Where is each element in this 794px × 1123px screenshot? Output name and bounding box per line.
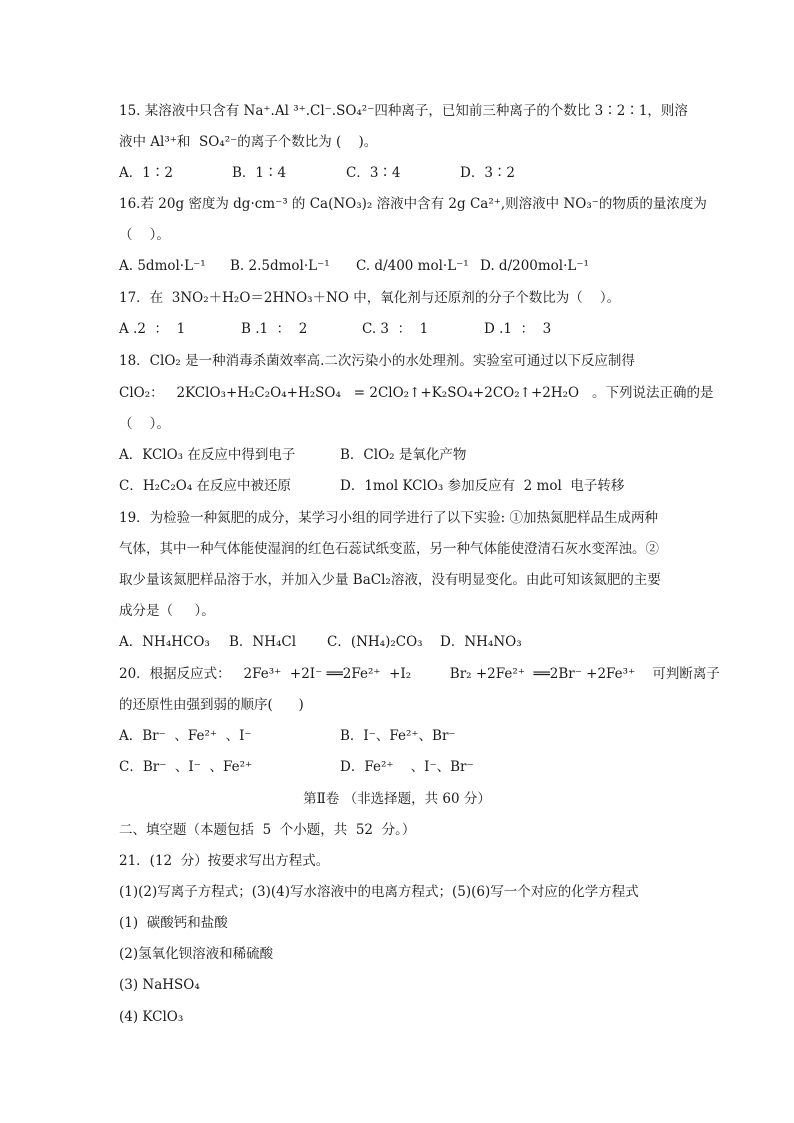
q17-line1: 17．在 3NO₂＋H₂O＝2HNO₃＋NO 中，氧化剂与还原剂的分子个数比为（ ）。 bbox=[119, 290, 621, 306]
q16-line2: （ ）。 bbox=[119, 227, 170, 243]
q21-item-3: (3) NaHSO₄ bbox=[119, 977, 200, 993]
q17-option-c: C. 3 ： 1 bbox=[362, 321, 429, 337]
q17-option-a: A .2 ： 1 bbox=[119, 321, 186, 337]
q16-option-a: A. 5dmol·L⁻¹ bbox=[119, 258, 206, 274]
q19-line4: 成分是（ ）。 bbox=[119, 603, 215, 619]
q15-line1: 15. 某溶液中只含有 Na⁺.Al ³⁺.Cl⁻.SO₄²⁻四种离子，已知前三种离子的个数比 3∶2∶1，则溶 bbox=[119, 103, 688, 119]
q19-line2: 气体，其中一种气体能使湿润的红色石蕊试纸变蓝，另一种气体能使澄清石灰水变浑浊。② bbox=[119, 541, 659, 557]
q18-line3: （ ）。 bbox=[119, 416, 170, 432]
fill-section-heading: 二、填空题（本题包括 5 个小题，共 52 分。） bbox=[119, 822, 416, 838]
q15-option-a: A．1∶2 bbox=[119, 165, 173, 181]
q16-option-c: C. d/400 mol·L⁻¹ bbox=[356, 258, 469, 274]
q19-option-d: D．NH₄NO₃ bbox=[440, 634, 522, 650]
q16-option-b: B. 2.5dmol·L⁻¹ bbox=[230, 258, 330, 274]
q19-option-a: A．NH₄HCO₃ bbox=[119, 634, 210, 650]
q16-option-d: D. d/200mol·L⁻¹ bbox=[480, 258, 589, 274]
section-title: 第Ⅱ卷 （非选择题，共 60 分） bbox=[303, 791, 491, 807]
q21-item-4: (4) KClO₃ bbox=[119, 1009, 184, 1025]
q20-option-b: B．I⁻、Fe²⁺、Br⁻ bbox=[340, 728, 456, 744]
q20-option-a: A．Br⁻ 、Fe²⁺ 、I⁻ bbox=[119, 728, 252, 744]
q15-line2: 液中 Al³⁺和 SO₄²⁻的离子个数比为 ( )。 bbox=[119, 134, 378, 150]
q21-line1: 21．(12 分）按要求写出方程式。 bbox=[119, 853, 330, 869]
q17-option-d: D .1 ： 3 bbox=[484, 321, 552, 337]
q18-line2: ClO₂： 2KClO₃+H₂C₂O₄+H₂SO₄ = 2ClO₂↑+K₂SO₄+2CO₂↑+2H₂O 。下列说法正确的是 bbox=[119, 385, 714, 401]
q17-option-b: B .1 ： 2 bbox=[241, 321, 308, 337]
q19-line1: 19．为检验一种氮肥的成分，某学习小组的同学进行了以下实验: ①加热氮肥样品生成两种 bbox=[119, 510, 659, 526]
q20-line1: 20．根据反应式： 2Fe³⁺ +2I⁻ ══2Fe²⁺ +I₂ Br₂ +2Fe²⁺ ══2Br⁻ +2Fe³⁺ 可判断离子 bbox=[119, 666, 720, 682]
q20-line2: 的还原性由强到弱的顺序( ) bbox=[119, 697, 304, 713]
q18-option-c: C．H₂C₂O₄ 在反应中被还原 bbox=[119, 478, 292, 494]
q20-option-d: D．Fe²⁺ 、I⁻、Br⁻ bbox=[340, 759, 474, 775]
q18-option-a: A．KClO₃ 在反应中得到电子 bbox=[119, 447, 296, 463]
q18-line1: 18．ClO₂ 是一种消毒杀菌效率高.二次污染小的水处理剂。实验室可通过以下反应制得 bbox=[119, 353, 635, 369]
q19-option-b: B．NH₄Cl bbox=[229, 634, 297, 650]
q21-line2: (1)(2)写离子方程式；(3)(4)写水溶液中的电离方程式；(5)(6)写一个对应的化学方程式 bbox=[119, 884, 639, 900]
q16-line1: 16.若 20g 密度为 dg·cm⁻³ 的 Ca(NO₃)₂ 溶液中含有 2g Ca²⁺,则溶液中 NO₃⁻的物质的量浓度为 bbox=[119, 196, 707, 212]
q19-option-c: C．(NH₄)₂CO₃ bbox=[327, 634, 423, 650]
q19-line3: 取少量该氮肥样品溶于水，并加入少量 BaCl₂溶液，没有明显变化。由此可知该氮肥的主要 bbox=[119, 572, 661, 588]
q20-option-c: C．Br⁻ 、I⁻ 、Fe²⁺ bbox=[119, 759, 253, 775]
q15-option-b: B．1∶4 bbox=[232, 165, 287, 181]
q18-option-d: D．1mol KClO₃ 参加反应有 2 mol 电子转移 bbox=[340, 478, 625, 494]
q21-item-1: (1) 碳酸钙和盐酸 bbox=[119, 915, 228, 931]
q15-option-d: D．3∶2 bbox=[460, 165, 516, 181]
q21-item-2: (2)氢氧化钡溶液和稀硫酸 bbox=[119, 946, 274, 962]
q15-option-c: C．3∶4 bbox=[346, 165, 401, 181]
q18-option-b: B．ClO₂ 是氧化产物 bbox=[340, 447, 467, 463]
